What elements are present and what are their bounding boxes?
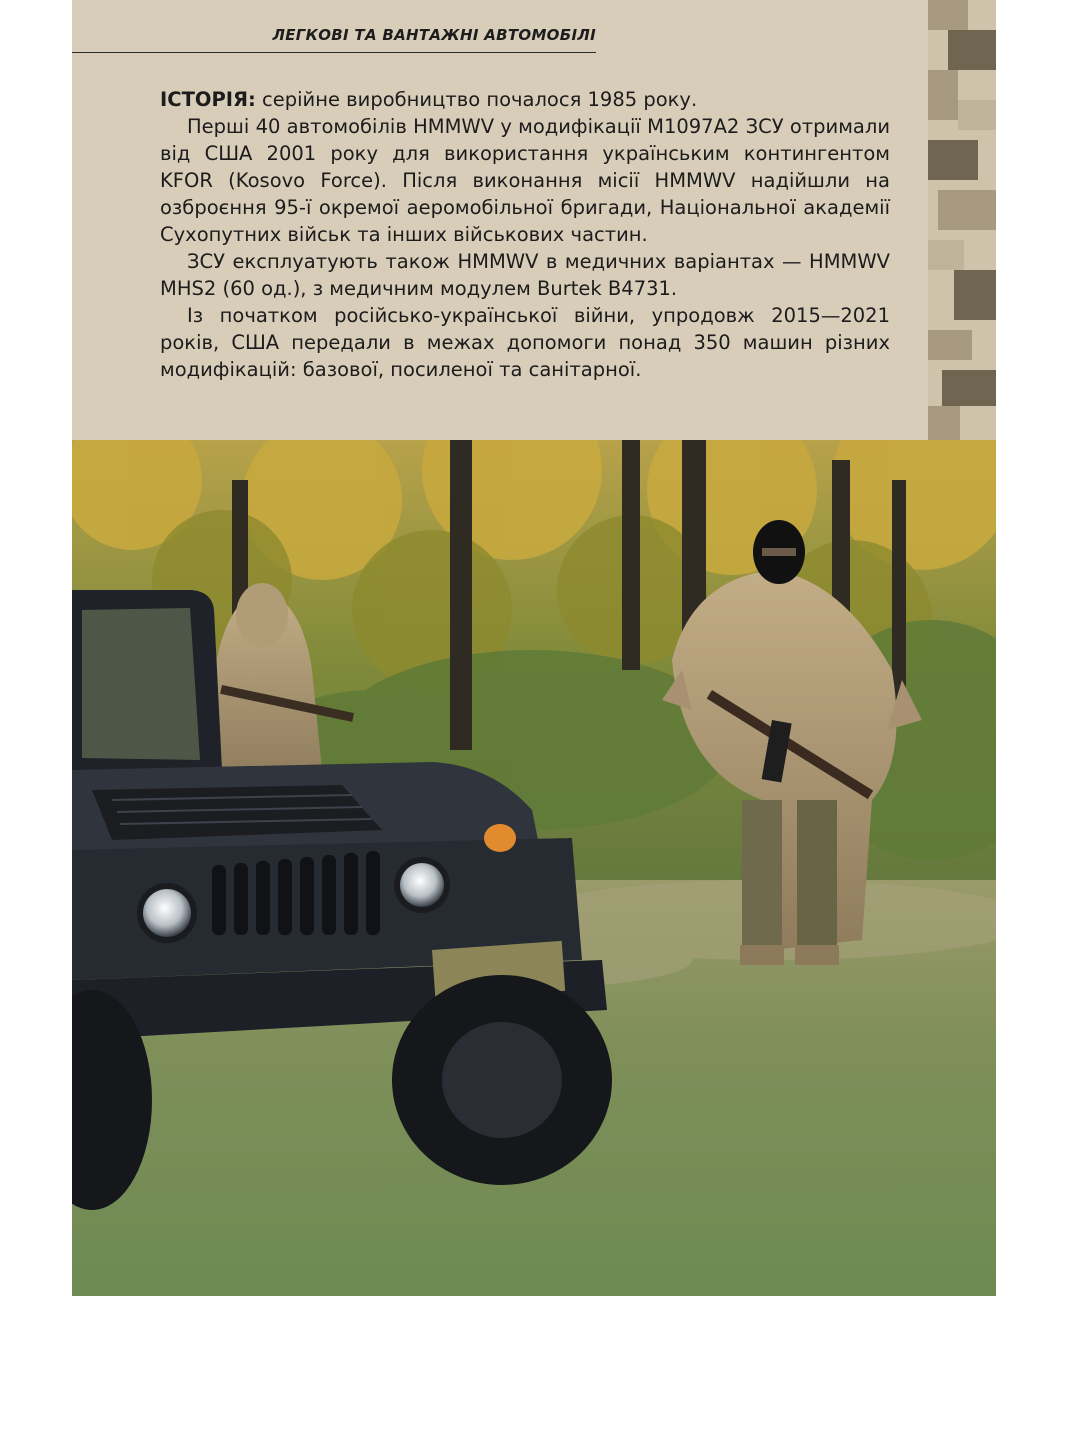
hmmwv-photo: [72, 440, 996, 1296]
history-text: [160, 86, 890, 383]
history-paragraph-3: Із початком російсько-української війни, упродовж 2015—2021 років, США передали в межах допомоги понад 350 машин різних модифікацій: базової, посиленої та санітарної.: [160, 304, 890, 381]
camouflage-strip: [928, 0, 996, 440]
history-first-paragraph: [160, 86, 890, 113]
history-paragraph-1: Перші 40 автомобілів HMMWV у модифікації М1097А2 ЗСУ отримали від США 2001 року для використання українським контингентом KFOR (Kosovo Force). Після виконання місії HMMWV надійшли на озброєння 95-ї окремої аеромобільної бригади, Національної академії Сухопутних військ та інших військових частин.: [160, 115, 890, 246]
text-panel: [72, 0, 996, 440]
history-first-line: серійне виробництво почалося 1985 року.: [262, 88, 698, 111]
history-paragraph-2: ЗСУ експлуатують також HMMWV в медичних варіантах — HMMWV MHS2 (60 од.), з медичним модулем Burtek B4731.: [160, 250, 890, 300]
header-title: ЛЕГКОВІ ТА ВАНТАЖНІ АВТОМОБІЛІ: [272, 26, 596, 44]
running-header: [72, 0, 596, 53]
history-lead: ІСТОРІЯ:: [160, 88, 256, 111]
book-page: [72, 0, 996, 1296]
